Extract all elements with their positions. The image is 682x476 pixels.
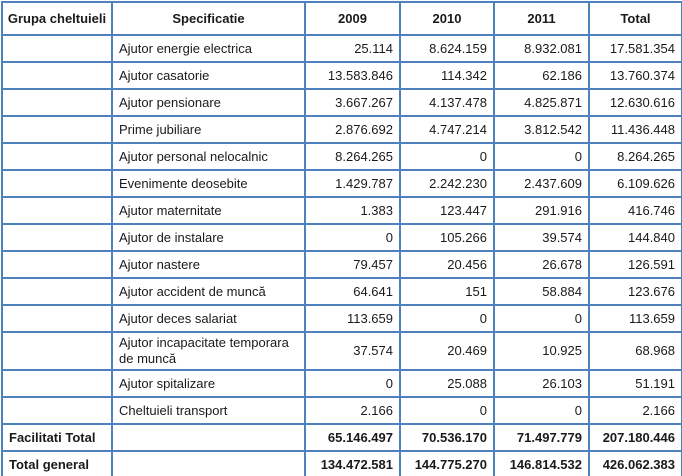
col-header-total: Total (589, 2, 682, 35)
cell-y2010: 25.088 (400, 370, 494, 397)
cell-spec: Ajutor energie electrica (112, 35, 305, 62)
col-header-2009: 2009 (305, 2, 400, 35)
cell-group (2, 116, 112, 143)
cell-group: Facilitati Total (2, 424, 112, 451)
table-row (2, 116, 682, 143)
cell-total: 11.436.448 (589, 116, 682, 143)
col-header-2011: 2011 (494, 2, 589, 35)
cell-y2010: 2.242.230 (400, 170, 494, 197)
cell-y2010: 123.447 (400, 197, 494, 224)
cell-y2009: 37.574 (305, 332, 400, 370)
table-row (2, 332, 682, 370)
cell-group (2, 143, 112, 170)
cell-group (2, 197, 112, 224)
cell-y2009: 65.146.497 (305, 424, 400, 451)
cell-y2009: 2.876.692 (305, 116, 400, 143)
cell-y2011: 26.103 (494, 370, 589, 397)
cell-y2010: 70.536.170 (400, 424, 494, 451)
cell-y2011: 58.884 (494, 278, 589, 305)
table-row (2, 251, 682, 278)
table-row (2, 170, 682, 197)
cell-group (2, 170, 112, 197)
cell-y2011: 0 (494, 305, 589, 332)
cell-y2011: 291.916 (494, 197, 589, 224)
cell-total: 6.109.626 (589, 170, 682, 197)
cell-group (2, 278, 112, 305)
table-row (2, 197, 682, 224)
cell-y2009: 113.659 (305, 305, 400, 332)
cell-y2009: 64.641 (305, 278, 400, 305)
cell-y2009: 1.429.787 (305, 170, 400, 197)
table-row (2, 62, 682, 89)
col-header-group: Grupa cheltuieli (2, 2, 112, 35)
cell-y2011: 26.678 (494, 251, 589, 278)
cell-y2010: 20.469 (400, 332, 494, 370)
cell-group (2, 397, 112, 424)
cell-total: 13.760.374 (589, 62, 682, 89)
cell-group (2, 62, 112, 89)
cell-spec: Ajutor nastere (112, 251, 305, 278)
table-row (2, 143, 682, 170)
cell-spec: Ajutor pensionare (112, 89, 305, 116)
cell-y2011: 0 (494, 143, 589, 170)
cell-total: 8.264.265 (589, 143, 682, 170)
cell-y2011: 146.814.532 (494, 451, 589, 476)
cell-y2009: 0 (305, 370, 400, 397)
cell-total: 126.591 (589, 251, 682, 278)
cell-group (2, 35, 112, 62)
cell-spec (112, 424, 305, 451)
cell-spec: Ajutor spitalizare (112, 370, 305, 397)
cell-group (2, 332, 112, 370)
col-header-2010: 2010 (400, 2, 494, 35)
total-row (2, 424, 682, 451)
cell-y2011: 2.437.609 (494, 170, 589, 197)
cell-group (2, 224, 112, 251)
header-row (2, 2, 682, 35)
cell-y2011: 71.497.779 (494, 424, 589, 451)
expenses-table (1, 1, 682, 476)
table-body (2, 35, 682, 476)
cell-spec: Prime jubiliare (112, 116, 305, 143)
cell-total: 144.840 (589, 224, 682, 251)
cell-spec: Ajutor incapacitate temporara de muncă (112, 332, 305, 370)
cell-total: 207.180.446 (589, 424, 682, 451)
total-row (2, 451, 682, 476)
cell-y2009: 79.457 (305, 251, 400, 278)
table-header (2, 2, 682, 35)
cell-spec: Ajutor de instalare (112, 224, 305, 251)
cell-spec: Cheltuieli transport (112, 397, 305, 424)
cell-y2010: 0 (400, 143, 494, 170)
cell-y2009: 134.472.581 (305, 451, 400, 476)
cell-spec: Ajutor maternitate (112, 197, 305, 224)
cell-group (2, 89, 112, 116)
cell-y2009: 8.264.265 (305, 143, 400, 170)
cell-spec: Ajutor personal nelocalnic (112, 143, 305, 170)
table-row (2, 370, 682, 397)
cell-y2009: 2.166 (305, 397, 400, 424)
col-header-spec: Specificatie (112, 2, 305, 35)
cell-y2011: 62.186 (494, 62, 589, 89)
cell-y2011: 3.812.542 (494, 116, 589, 143)
cell-total: 51.191 (589, 370, 682, 397)
cell-y2011: 4.825.871 (494, 89, 589, 116)
cell-y2010: 0 (400, 305, 494, 332)
cell-y2009: 13.583.846 (305, 62, 400, 89)
cell-y2010: 0 (400, 397, 494, 424)
cell-y2009: 25.114 (305, 35, 400, 62)
cell-y2010: 8.624.159 (400, 35, 494, 62)
cell-group (2, 251, 112, 278)
cell-y2009: 1.383 (305, 197, 400, 224)
cell-total: 17.581.354 (589, 35, 682, 62)
table-row (2, 224, 682, 251)
cell-total: 12.630.616 (589, 89, 682, 116)
cell-y2011: 0 (494, 397, 589, 424)
cell-y2010: 4.747.214 (400, 116, 494, 143)
cell-spec: Ajutor deces salariat (112, 305, 305, 332)
cell-y2011: 8.932.081 (494, 35, 589, 62)
cell-y2009: 3.667.267 (305, 89, 400, 116)
cell-y2010: 20.456 (400, 251, 494, 278)
cell-y2010: 105.266 (400, 224, 494, 251)
cell-total: 416.746 (589, 197, 682, 224)
cell-y2011: 10.925 (494, 332, 589, 370)
cell-y2010: 114.342 (400, 62, 494, 89)
cell-y2010: 4.137.478 (400, 89, 494, 116)
cell-group (2, 305, 112, 332)
table-row (2, 89, 682, 116)
cell-total: 2.166 (589, 397, 682, 424)
table-row (2, 397, 682, 424)
cell-total: 123.676 (589, 278, 682, 305)
cell-total: 113.659 (589, 305, 682, 332)
cell-total: 68.968 (589, 332, 682, 370)
table-row (2, 35, 682, 62)
cell-spec (112, 451, 305, 476)
cell-group (2, 370, 112, 397)
cell-spec: Ajutor accident de muncă (112, 278, 305, 305)
cell-y2011: 39.574 (494, 224, 589, 251)
cell-group: Total general (2, 451, 112, 476)
cell-spec: Ajutor casatorie (112, 62, 305, 89)
cell-y2010: 151 (400, 278, 494, 305)
table-row (2, 305, 682, 332)
cell-total: 426.062.383 (589, 451, 682, 476)
cell-y2009: 0 (305, 224, 400, 251)
cell-y2010: 144.775.270 (400, 451, 494, 476)
table-row (2, 278, 682, 305)
cell-spec: Evenimente deosebite (112, 170, 305, 197)
